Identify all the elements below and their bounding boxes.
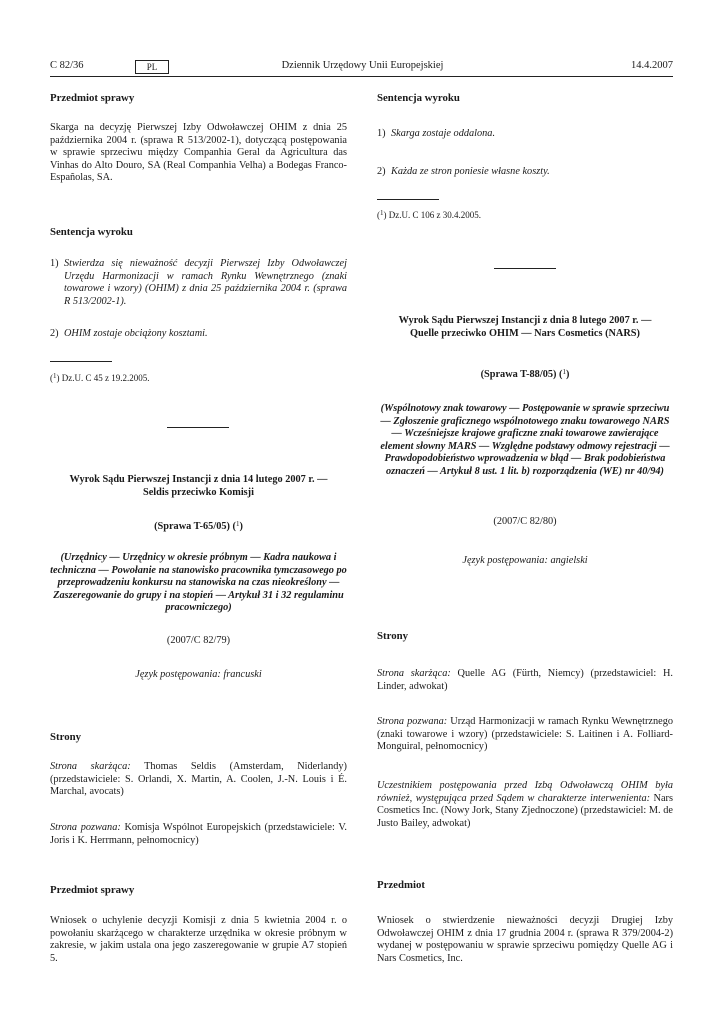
subject-text-right: Wniosek o stwierdzenie nieważności decyzji Drugiej Izby Odwoławczej OHIM z dnia 17 grudnia 2004 r. (sprawa R 379/2004-2) wydanej w postępowaniu w sprawie sprzeciwu pomiędzy Quelle AG i Nars Cosmetics, Inc.	[377, 915, 673, 964]
case-title-right	[377, 315, 673, 340]
defendant-label: Strona pozwana:	[377, 716, 448, 727]
section-separator-right	[494, 268, 556, 269]
item-text: Skarga zostaje oddalona.	[391, 128, 496, 139]
operative-item-right-1	[377, 128, 673, 141]
subject-text: Skarga na decyzję Pierwszej Izby Odwoławczej OHIM z dnia 25 października 2004 r. (sprawa R 513/2002-1), dotyczącą postępowania w sprawie sprzeciwu między Companhia Geral da Agricultura das Vinhas do Alto Douro, SA (Real Companhia Velha) a Bodegas Franco-Españolas, SA.	[50, 122, 347, 184]
subject-text-2: Wniosek o uchylenie decyzji Komisji z dnia 5 kwietnia 2004 r. o powołaniu skarżącego w charakterze urzędnika w okresie próbnym w zakresie, w jakim ustala ona jego zaszeregowanie w grupie A7 stopień 5.	[50, 915, 347, 964]
case-reference-right: (2007/C 82/80)	[493, 516, 557, 527]
case-number-right: (Sprawa T-88/05) ($^1$)	[480, 368, 570, 380]
language-code-box: PL	[135, 60, 169, 74]
case-title	[50, 474, 347, 499]
footnote-text: Dz.U. C 106 z 30.4.2005.	[388, 210, 481, 220]
defendant-text: Urząd Harmonizacji w ramach Rynku Wewnętrznego (znaki towarowe i wzory) (przedstawiciele: S. Laitinen i A. Folliard-Monguiral, pełnomocnicy)	[377, 716, 673, 753]
case-number-text: (Sprawa T-88/05)	[480, 369, 557, 380]
parties-heading-right: Strony	[377, 630, 408, 642]
item-text: Każda ze stron poniesie własne koszty.	[391, 166, 550, 177]
applicant-paragraph	[50, 761, 347, 799]
footnote-text: Dz.U. C 45 z 19.2.2005.	[61, 373, 150, 383]
footnote: ($^1$) Dz.U. C 45 z 19.2.2005.	[50, 372, 150, 383]
intervener-paragraph	[377, 780, 673, 830]
applicant-text: Thomas Seldis (Amsterdam, Niderlandy) (przedstawiciele: S. Orlandi, X. Martin, A. Coolen, J.-N. Louis i É. Marchal, avocats)	[50, 761, 347, 798]
footnote-right: ($^1$) Dz.U. C 106 z 30.4.2005.	[377, 209, 481, 220]
case-title-line-1: Wyrok Sądu Pierwszej Instancji z dnia 8 lutego 2007 r. —	[398, 315, 652, 326]
subject-heading-right: Przedmiot	[377, 879, 425, 891]
operative-item-1	[50, 258, 347, 308]
case-reference: (2007/C 82/79)	[166, 635, 231, 646]
defendant-label: Strona pozwana:	[50, 822, 121, 833]
applicant-text: Quelle AG (Fürth, Niemcy) (przedstawiciel: H. Linder, adwokat)	[377, 668, 673, 692]
item-text: Stwierdza się nieważność decyzji Pierwszej Izby Odwoławczej Urzędu Harmonizacji w ramach Rynku Wewnętrznego (znaki towarowe i wzory) (OHIM) z dnia 25 października 2004 r. (sprawa R 513/2002-1).	[64, 258, 347, 307]
defendant-paragraph-right	[377, 716, 673, 754]
item-number: 2)	[50, 328, 59, 339]
case-number-footnote-mark: 1	[562, 368, 566, 376]
applicant-paragraph-right	[377, 668, 673, 693]
case-keywords: (Urzędnicy — Urzędnicy w okresie próbnym — Kadra naukowa i techniczna — Powołanie na stanowisko pracownika tymczasowego po przeprowadzeniu konkursu na stanowiska na czas nieokreślony — Zaszeregowanie do grupy i na stopień — Artykuł 31 i 32 regulaminu pracowniczego)	[50, 552, 347, 614]
section-separator	[167, 427, 229, 428]
item-number: 2)	[377, 166, 386, 177]
publication-date: 14.4.2007	[631, 60, 673, 71]
footnote-mark: 1	[53, 372, 57, 380]
case-title-line-1: Wyrok Sądu Pierwszej Instancji z dnia 14 lutego 2007 r. —	[69, 474, 328, 485]
case-number-text: (Sprawa T-65/05)	[154, 521, 230, 532]
intervener-text: Nars Cosmetics Inc. (Nowy Jork, Stany Zjednoczone) (przedstawiciel: M. de Justo Bailey, adwokat)	[377, 792, 673, 829]
applicant-label: Strona skarżąca:	[377, 668, 451, 679]
intervener-label: Uczestnikiem postępowania przed Izbą Odwoławczą OHIM była również, występująca przed Sądem w charakterze interwenienta:	[377, 780, 673, 804]
applicant-label: Strona skarżąca:	[50, 761, 131, 772]
operative-item-2	[50, 328, 347, 341]
parties-heading: Strony	[50, 731, 81, 743]
case-number: (Sprawa T-65/05) ($^1$)	[154, 520, 243, 532]
header-rule	[50, 76, 673, 77]
case-keywords-right: (Wspólnotowy znak towarowy — Postępowanie w sprawie sprzeciwu — Zgłoszenie graficznego wspólnotowego znaku towarowego NARS — Wcześniejsze krajowe graficzne znaki towarowe zawierające element słowny MARS — Względne podstawy odmowy rejestracji — Prawdopodobieństwo wprowadzenia w błąd — Brak podobieństwa oznaczeń — Artykuł 8 ust. 1 lit. b) rozporządzenia (WE) nr 40/94)	[380, 403, 670, 477]
subject-heading-2: Przedmiot sprawy	[50, 884, 135, 896]
case-title-line-2: Seldis przeciwko Komisji	[143, 486, 254, 498]
item-number: 1)	[50, 258, 59, 269]
footnote-mark: 1	[380, 209, 384, 217]
defendant-paragraph	[50, 822, 347, 847]
item-text: OHIM zostaje obciążony kosztami.	[64, 328, 208, 339]
subject-heading: Przedmiot sprawy	[50, 92, 135, 104]
case-title-line-2: Quelle przeciwko OHIM — Nars Cosmetics (NARS)	[410, 327, 640, 339]
journal-title: Dziennik Urzędowy Unii Europejskiej	[281, 60, 444, 71]
case-number-footnote-mark: 1	[235, 520, 240, 528]
case-language: Język postępowania: francuski	[135, 669, 262, 680]
page-reference: C 82/36	[50, 60, 84, 71]
operative-item-right-2	[377, 166, 673, 179]
case-language-right: Język postępowania: angielski	[462, 555, 588, 566]
defendant-text: Komisja Wspólnot Europejskich (przedstawiciele: V. Joris i K. Herrmann, pełnomocnicy)	[50, 822, 347, 846]
operative-heading-right: Sentencja wyroku	[377, 92, 460, 104]
footnote-rule	[50, 361, 112, 362]
footnote-rule-right	[377, 199, 439, 200]
item-number: 1)	[377, 128, 386, 139]
operative-heading: Sentencja wyroku	[50, 226, 133, 238]
